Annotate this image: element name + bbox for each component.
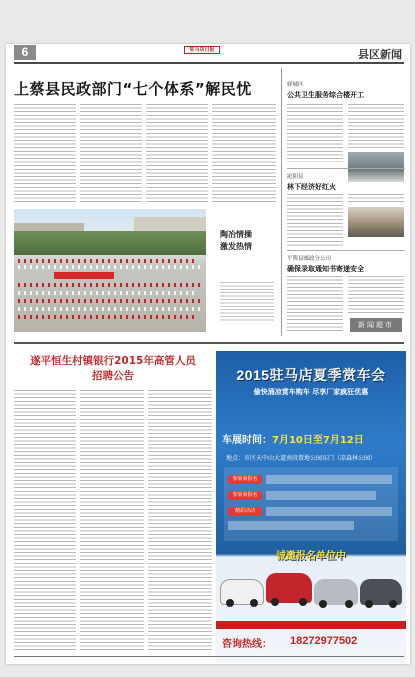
notice-text-col-1	[14, 390, 76, 652]
header-rule	[14, 62, 404, 64]
page-number: 6	[14, 45, 36, 60]
sidebar-photo-1	[348, 152, 404, 182]
car-dark	[360, 579, 402, 605]
ad-location: 地点：市区天中山大道南段置地公园东门（凉森林公园）	[226, 455, 377, 462]
ad-tag-1: 参展商报名	[228, 475, 262, 484]
ad-hotline-label: 咨询热线：	[222, 639, 272, 650]
column-divider	[281, 68, 282, 336]
car-silver	[314, 579, 358, 605]
sidebar-headline-3: 确保录取通知书寄递安全	[287, 265, 364, 273]
section-title: 县区新闻	[358, 48, 402, 61]
notice-text-col-3	[148, 390, 212, 652]
news-supermarket-logo: 新闻超市	[350, 318, 402, 332]
lead-text-col-3	[146, 104, 208, 204]
ad-hotline-number: 18272977502	[290, 635, 358, 647]
car-show-advertisement	[216, 351, 406, 663]
sidebar-headline-2: 林下经济好红火	[287, 183, 336, 191]
page-header	[6, 44, 410, 60]
lead-text-col-2	[80, 104, 142, 204]
lead-headline: 上蔡县民政部门“七个体系”解民忧	[14, 80, 252, 98]
sidebar-region-1: 驿城区	[287, 82, 304, 88]
newspaper-page	[6, 44, 410, 664]
ad-show-time: 车展时间：7月10日至7月12日	[222, 435, 364, 446]
notice-title: 遂平恒生村镇银行2015年高管人员 招聘公告	[30, 355, 196, 382]
sidebar-photo-2	[348, 207, 404, 237]
sidebar-region-3: 平舆县邮政分公司	[287, 256, 332, 262]
photo-caption-text	[220, 282, 274, 322]
section-divider	[14, 342, 404, 344]
masthead-logo: 驻马店日报	[184, 46, 220, 54]
ad-title: 2015驻马店夏季赏车会	[236, 367, 386, 383]
car-white	[220, 579, 264, 605]
ad-callout: 诚邀报名单位中	[276, 551, 346, 562]
ad-red-strip	[216, 621, 406, 629]
footer-rule	[14, 656, 404, 657]
car-red	[266, 573, 312, 603]
photo-caption-title: 陶冶情操 激发热情	[220, 230, 252, 251]
square-dance-photo	[14, 209, 206, 332]
sidebar-headline-1: 公共卫生服务综合楼开工	[287, 91, 364, 99]
ad-tag-3: 精彩活动	[228, 507, 262, 516]
lead-text-col-1	[14, 104, 76, 204]
lead-text-col-4	[212, 104, 276, 204]
ad-subtitle: 偷快涌凉赏车购车 尽享厂家疯狂优惠	[253, 388, 369, 396]
red-banner	[54, 272, 114, 279]
sidebar-region-2: 泌阳县	[287, 174, 304, 180]
notice-text-col-2	[80, 390, 144, 652]
ad-tag-2: 参展商报名	[228, 491, 262, 500]
